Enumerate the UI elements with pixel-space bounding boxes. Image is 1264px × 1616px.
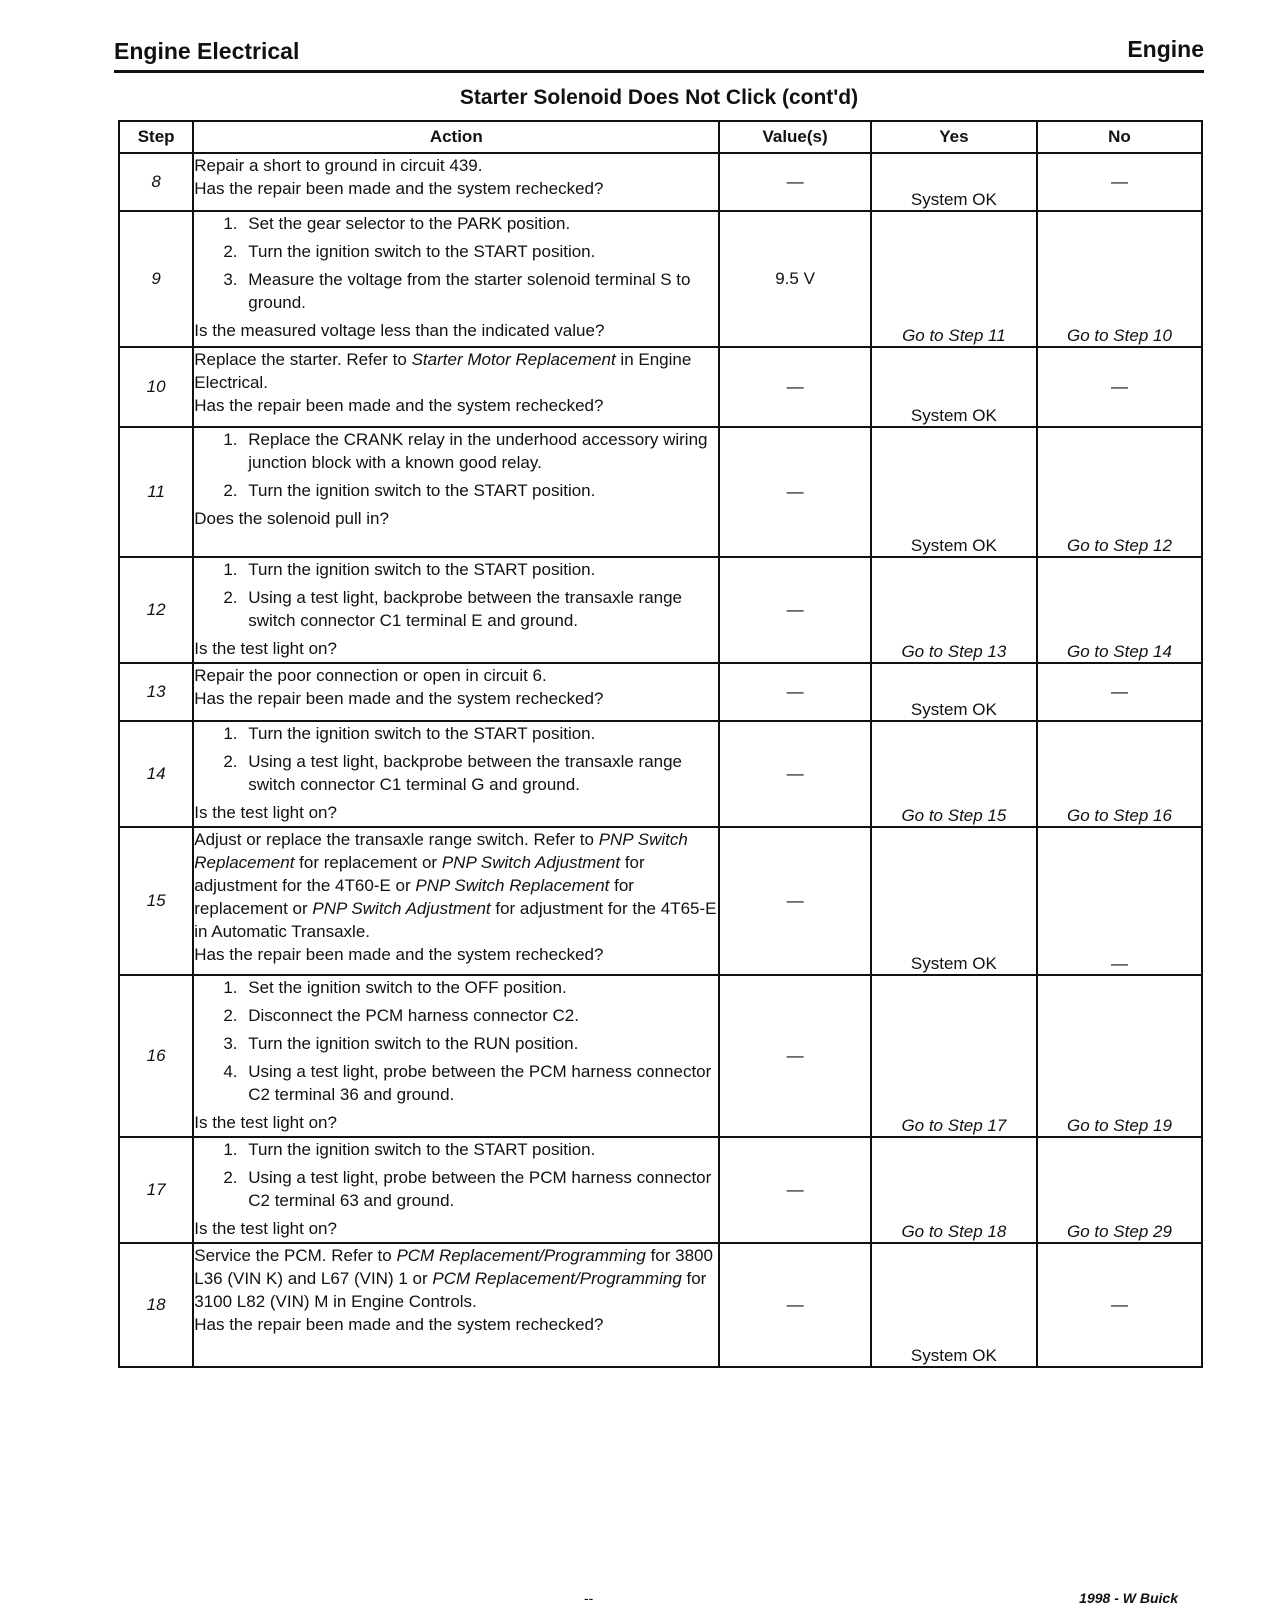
action-step: 4. Using a test light, probe between the PCM harness connector C2 terminal 36 and ground. — [242, 1060, 718, 1106]
step-number: 18 — [119, 1243, 193, 1367]
value-cell: — — [719, 1243, 871, 1367]
table-row — [119, 1243, 1202, 1367]
text-run: for adjustment for the 4T65-E in Automatic Transaxle. — [194, 899, 717, 941]
value-cell: — — [719, 557, 871, 663]
table-row — [119, 427, 1202, 557]
action-cell — [193, 347, 719, 427]
action-steps — [194, 722, 718, 796]
no-cell: Go to Step 12 — [1037, 427, 1202, 557]
action-cell — [193, 721, 719, 827]
no-cell: Go to Step 19 — [1037, 975, 1202, 1137]
text-run: for replacement or — [194, 876, 634, 918]
action-cell — [193, 211, 719, 347]
step-number: 17 — [119, 1137, 193, 1243]
reference-link-text: PCM Replacement/Programming — [396, 1246, 646, 1265]
action-step: 1. Set the ignition switch to the OFF position. — [242, 976, 718, 999]
action-text: Repair the poor connection or open in circuit 6. — [194, 666, 547, 685]
action-step: 1. Turn the ignition switch to the START position. — [242, 722, 718, 745]
action-cell — [193, 663, 719, 721]
reference-link-text: Starter Motor Replacement — [411, 350, 616, 369]
yes-cell: Go to Step 11 — [871, 211, 1037, 347]
action-question: Is the test light on? — [194, 803, 337, 822]
no-cell: Go to Step 16 — [1037, 721, 1202, 827]
text-run: for adjustment for the 4T60-E or — [194, 853, 645, 895]
table-title: Starter Solenoid Does Not Click (cont'd) — [459, 86, 859, 109]
page-header — [114, 36, 1204, 73]
reference-link-text: PCM Replacement/Programming — [432, 1269, 682, 1288]
reference-link-text: PNP Switch Adjustment — [441, 853, 621, 872]
reference-link-text: PNP Switch Replacement — [415, 876, 610, 895]
col-yes: Yes — [871, 121, 1037, 153]
value-cell: — — [719, 347, 871, 427]
action-step: 1. Set the gear selector to the PARK position. — [242, 212, 718, 235]
action-question: Has the repair been made and the system rechecked? — [194, 945, 604, 964]
table-row — [119, 153, 1202, 211]
action-steps — [194, 976, 718, 1106]
table-row — [119, 721, 1202, 827]
value-cell: — — [719, 153, 871, 211]
action-step: 2. Using a test light, probe between the PCM harness connector C2 terminal 63 and ground. — [242, 1166, 718, 1212]
text-run: in Engine Electrical. — [194, 350, 692, 392]
action-question: Does the solenoid pull in? — [194, 509, 389, 528]
action-text — [194, 828, 718, 943]
no-cell: — — [1037, 1243, 1202, 1367]
no-cell: — — [1037, 663, 1202, 721]
reference-link-text: PNP Switch Replacement — [194, 830, 688, 872]
action-text — [194, 348, 718, 394]
section-title: Engine Electrical — [114, 38, 300, 64]
text-run: for 3800 L36 (VIN K) and L67 (VIN) 1 or — [194, 1246, 713, 1288]
action-question: Has the repair been made and the system rechecked? — [194, 689, 604, 708]
action-question: Has the repair been made and the system rechecked? — [194, 1315, 604, 1334]
text-run: for replacement or — [294, 853, 442, 872]
step-number: 8 — [119, 153, 193, 211]
table-row — [119, 557, 1202, 663]
value-cell: — — [719, 721, 871, 827]
yes-cell: Go to Step 18 — [871, 1137, 1037, 1243]
step-number: 9 — [119, 211, 193, 347]
table-row — [119, 975, 1202, 1137]
action-cell — [193, 1137, 719, 1243]
col-values: Value(s) — [719, 121, 871, 153]
action-steps — [194, 1138, 718, 1212]
value-cell: — — [719, 1137, 871, 1243]
action-step: 2. Using a test light, backprobe between the transaxle range switch connector C1 terminal G and ground. — [242, 750, 718, 796]
yes-cell: System OK — [871, 347, 1037, 427]
value-cell: — — [719, 827, 871, 975]
no-cell: — — [1037, 153, 1202, 211]
step-number: 11 — [119, 427, 193, 557]
table-row — [119, 663, 1202, 721]
table-row — [119, 827, 1202, 975]
value-cell: 9.5 V — [719, 211, 871, 347]
action-step: 2. Disconnect the PCM harness connector C2. — [242, 1004, 718, 1027]
yes-cell: System OK — [871, 427, 1037, 557]
publication-footer: 1998 - W Buick — [1079, 1590, 1178, 1606]
table-row — [119, 347, 1202, 427]
action-text: Repair a short to ground in circuit 439. — [194, 156, 483, 175]
action-step: 3. Turn the ignition switch to the RUN position. — [242, 1032, 718, 1055]
action-steps — [194, 558, 718, 632]
action-question: Is the test light on? — [194, 639, 337, 658]
action-cell — [193, 427, 719, 557]
value-cell: — — [719, 427, 871, 557]
action-cell — [193, 557, 719, 663]
value-cell: — — [719, 975, 871, 1137]
action-cell — [193, 975, 719, 1137]
action-question: Has the repair been made and the system rechecked? — [194, 396, 604, 415]
action-cell — [193, 827, 719, 975]
table-header-row — [119, 121, 1202, 153]
text-run: for 3100 L82 (VIN) M in Engine Controls. — [194, 1269, 707, 1311]
diagnostic-table — [118, 120, 1203, 1368]
step-number: 16 — [119, 975, 193, 1137]
action-step: 1. Turn the ignition switch to the START position. — [242, 558, 718, 581]
yes-cell: System OK — [871, 153, 1037, 211]
action-question: Is the test light on? — [194, 1219, 337, 1238]
action-cell — [193, 153, 719, 211]
yes-cell: Go to Step 15 — [871, 721, 1037, 827]
yes-cell: System OK — [871, 1243, 1037, 1367]
no-cell: — — [1037, 827, 1202, 975]
page-number: -- — [584, 1590, 594, 1606]
step-number: 10 — [119, 347, 193, 427]
text-run: Adjust or replace the transaxle range switch. Refer to — [194, 830, 599, 849]
yes-cell: System OK — [871, 827, 1037, 975]
step-number: 15 — [119, 827, 193, 975]
value-cell: — — [719, 663, 871, 721]
action-text — [194, 1244, 718, 1313]
action-step: 2. Turn the ignition switch to the START position. — [242, 479, 718, 502]
step-number: 14 — [119, 721, 193, 827]
no-cell: Go to Step 14 — [1037, 557, 1202, 663]
no-cell: Go to Step 10 — [1037, 211, 1202, 347]
action-question: Has the repair been made and the system rechecked? — [194, 179, 604, 198]
action-cell — [193, 1243, 719, 1367]
text-run: Replace the starter. Refer to — [194, 350, 412, 369]
action-question: Is the measured voltage less than the indicated value? — [194, 321, 605, 340]
no-cell: — — [1037, 347, 1202, 427]
col-step: Step — [119, 121, 193, 153]
col-no: No — [1037, 121, 1202, 153]
chapter-title: Engine — [1127, 36, 1204, 62]
step-number: 13 — [119, 663, 193, 721]
step-number: 12 — [119, 557, 193, 663]
action-steps — [194, 428, 718, 502]
action-step: 2. Turn the ignition switch to the START position. — [242, 240, 718, 263]
yes-cell: Go to Step 13 — [871, 557, 1037, 663]
table-row — [119, 211, 1202, 347]
col-action: Action — [193, 121, 719, 153]
table-row — [119, 1137, 1202, 1243]
action-step: 2. Using a test light, backprobe between the transaxle range switch connector C1 terminal E and ground. — [242, 586, 718, 632]
action-step: 1. Turn the ignition switch to the START position. — [242, 1138, 718, 1161]
action-steps — [194, 212, 718, 314]
action-step: 3. Measure the voltage from the starter solenoid terminal S to ground. — [242, 268, 718, 314]
action-question: Is the test light on? — [194, 1113, 337, 1132]
reference-link-text: PNP Switch Adjustment — [312, 899, 491, 918]
action-step: 1. Replace the CRANK relay in the underhood accessory wiring junction block with a known good relay. — [242, 428, 718, 474]
yes-cell: System OK — [871, 663, 1037, 721]
text-run: Service the PCM. Refer to — [194, 1246, 397, 1265]
no-cell: Go to Step 29 — [1037, 1137, 1202, 1243]
yes-cell: Go to Step 17 — [871, 975, 1037, 1137]
